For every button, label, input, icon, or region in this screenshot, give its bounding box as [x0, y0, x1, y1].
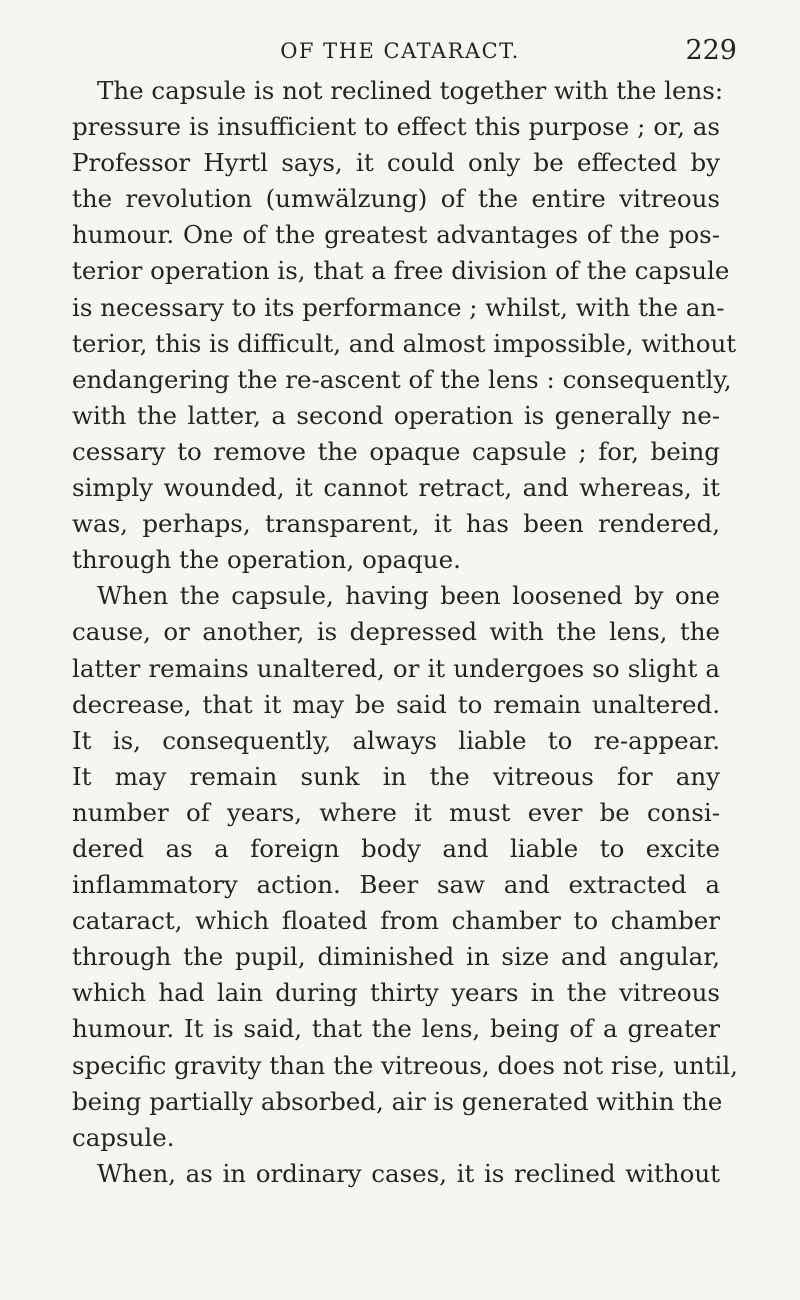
- text-line: was, perhaps, transparent, it has been rendered,: [72, 509, 720, 539]
- text-line: humour. One of the greatest advantages of the pos-: [72, 220, 720, 250]
- text-line: cessary to remove the opaque capsule ; for, being: [72, 436, 720, 466]
- text-line: the revolution (umwälzung) of the entire vitreous: [72, 184, 720, 214]
- text-line: with the latter, a second operation is generally ne-: [72, 400, 720, 430]
- text-line: which had lain during thirty years in the vitreous: [72, 978, 720, 1008]
- text-line: humour. It is said, that the lens, being of a greater: [72, 1014, 720, 1044]
- text-line: When, as in ordinary cases, it is reclined without: [97, 1158, 720, 1188]
- text-line: terior operation is, that a free division of the capsule: [72, 256, 730, 286]
- text-line: When the capsule, having been loosened by one: [97, 581, 720, 611]
- text-line: simply wounded, it cannot retract, and whereas, it: [72, 473, 720, 503]
- page-number: 229: [685, 35, 737, 66]
- text-line: decrease, that it may be said to remain unaltered.: [72, 689, 720, 719]
- text-line: Professor Hyrtl says, it could only be effected by: [72, 148, 720, 178]
- text-line: capsule.: [72, 1122, 175, 1152]
- text-line: cataract, which floated from chamber to chamber: [72, 906, 720, 936]
- text-line: cause, or another, is depressed with the lens, the: [72, 617, 720, 647]
- text-line: being partially absorbed, air is generated within the: [72, 1086, 723, 1116]
- text-line: latter remains unaltered, or it undergoes so slight a: [72, 653, 720, 683]
- text-line: inflammatory action. Beer saw and extracted a: [72, 870, 720, 900]
- text-line: number of years, where it must ever be consi-: [72, 797, 720, 827]
- page-header: [0, 33, 800, 69]
- text-line: The capsule is not reclined together with the lens:: [97, 76, 724, 105]
- text-line: specific gravity than the vitreous, does not rise, until,: [72, 1050, 738, 1080]
- body-text: [72, 73, 738, 1192]
- text-line: through the operation, opaque.: [72, 545, 461, 575]
- text-line: dered as a foreign body and liable to excite: [72, 833, 720, 863]
- text-line: pressure is insufficient to effect this purpose ; or, as: [72, 112, 720, 142]
- text-line: through the pupil, diminished in size and angular,: [72, 942, 720, 972]
- text-line: It may remain sunk in the vitreous for any: [72, 761, 720, 791]
- text-line: It is, consequently, always liable to re-appear.: [72, 725, 720, 755]
- text-line: is necessary to its performance ; whilst, with the an-: [72, 292, 725, 322]
- text-line: terior, this is difficult, and almost impossible, without: [72, 328, 737, 358]
- running-title: OF THE CATARACT.: [280, 39, 520, 63]
- text-line: endangering the re-ascent of the lens : consequently,: [72, 364, 732, 394]
